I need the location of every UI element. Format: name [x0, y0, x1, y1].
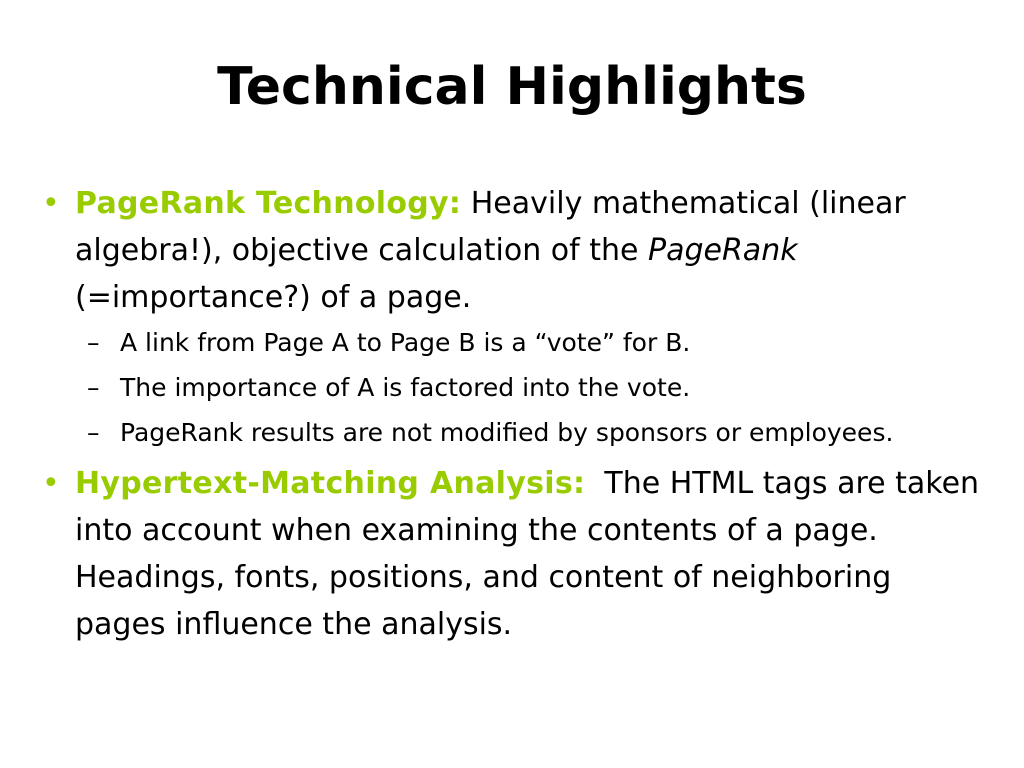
slide-title: Technical Highlights	[217, 57, 807, 117]
sub-bullet-text: The importance of A is factored into the vote.	[120, 373, 691, 402]
sub-bullet-list	[75, 325, 990, 451]
sub-bullet-text: A link from Page A to Page B is a “vote” for B.	[120, 328, 691, 357]
sub-bullet-item	[75, 370, 990, 406]
sub-bullet-marker: –	[87, 328, 100, 357]
bullet-heading-hypertext: Hypertext-Matching Analysis:	[75, 466, 586, 501]
sub-bullet-item	[75, 325, 990, 361]
sub-bullet-item	[75, 415, 990, 451]
bullet-text-hypertext: The HTML tags are taken into account when examining the contents of a page. Headings, fonts, positions, and content of neighboring pages influence the analysis.	[75, 466, 989, 642]
bullet-list	[40, 180, 990, 648]
sub-bullet-text: PageRank results are not modified by sponsors or employees.	[120, 418, 894, 447]
bullet-hypertext	[40, 460, 990, 648]
sub-bullet-marker: –	[87, 418, 100, 447]
bullet-pagerank	[40, 180, 990, 451]
bullet-marker: •	[42, 466, 60, 501]
bullet-italic-term: PageRank	[647, 233, 798, 268]
bullet-heading-pagerank: PageRank Technology:	[75, 186, 462, 221]
bullet-text-part2: (=importance?) of a page.	[75, 280, 472, 315]
bullet-text-part1: Heavily mathematical (linear algebra!), objective calculation of the	[75, 186, 906, 268]
sub-bullet-marker: –	[87, 373, 100, 402]
bullet-marker: •	[42, 186, 60, 221]
